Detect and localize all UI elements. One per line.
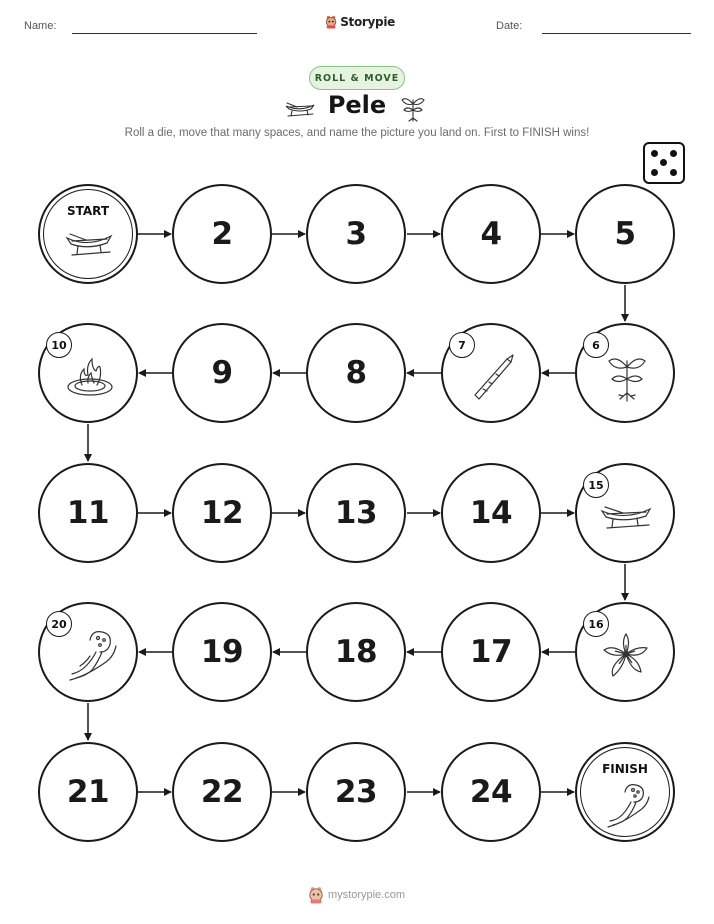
space-17[interactable]: [441, 602, 541, 702]
space-finish[interactable]: [575, 742, 675, 842]
digging-stick-icon: [469, 351, 519, 403]
game-instructions: Roll a die, move that many spaces, and name the picture you land on. First to FINISH wins!: [124, 127, 590, 139]
space-19[interactable]: [172, 602, 272, 702]
space-number: 13: [334, 495, 378, 531]
space-16[interactable]: [575, 602, 675, 702]
space-20[interactable]: [38, 602, 138, 702]
space-number: 17: [469, 634, 513, 670]
space-3[interactable]: [306, 184, 406, 284]
space-10[interactable]: [38, 323, 138, 423]
space-4[interactable]: [441, 184, 541, 284]
space-number: 21: [66, 774, 110, 810]
space-start[interactable]: [38, 184, 138, 284]
space-21[interactable]: [38, 742, 138, 842]
space-15[interactable]: [575, 463, 675, 563]
lava-flow-icon: [66, 626, 118, 684]
space-11[interactable]: [38, 463, 138, 563]
space-number: 12: [200, 495, 244, 531]
sprout-icon: [605, 349, 649, 403]
space-number-badge: 16: [583, 611, 609, 637]
space-24[interactable]: [441, 742, 541, 842]
space-18[interactable]: [306, 602, 406, 702]
space-number-badge: 15: [583, 472, 609, 498]
game-type-badge: ROLL & MOVE: [309, 66, 405, 90]
space-number: 9: [211, 355, 233, 391]
space-number: 18: [334, 634, 378, 670]
lava-flow-icon: [605, 780, 651, 830]
space-22[interactable]: [172, 742, 272, 842]
space-number: 24: [469, 774, 513, 810]
finish-label: FINISH: [602, 762, 648, 776]
space-13[interactable]: [306, 463, 406, 563]
space-5[interactable]: [575, 184, 675, 284]
canoe-icon: [64, 226, 116, 262]
space-number: 14: [469, 495, 513, 531]
footer: [308, 885, 408, 905]
space-number: 4: [480, 216, 502, 252]
space-number: 22: [200, 774, 244, 810]
game-title: Pele: [327, 91, 387, 119]
space-number-badge: 20: [46, 611, 72, 637]
space-number: 5: [614, 216, 636, 252]
space-number: 3: [345, 216, 367, 252]
space-12[interactable]: [172, 463, 272, 563]
name-label: Name:: [24, 20, 57, 32]
space-23[interactable]: [306, 742, 406, 842]
fire-pit-icon: [64, 353, 116, 399]
space-14[interactable]: [441, 463, 541, 563]
storypie-mascot-icon: [308, 886, 324, 904]
space-9[interactable]: [172, 323, 272, 423]
space-number-badge: 10: [46, 332, 72, 358]
flower-icon: [601, 632, 651, 680]
date-label: Date:: [496, 20, 523, 32]
brand-name: Storypie: [340, 15, 395, 29]
space-number: 11: [66, 495, 110, 531]
space-number-badge: 6: [583, 332, 609, 358]
space-number-badge: 7: [449, 332, 475, 358]
start-label: START: [66, 204, 110, 218]
space-number: 2: [211, 216, 233, 252]
space-number: 23: [334, 774, 378, 810]
space-6[interactable]: [575, 323, 675, 423]
canoe-icon: [599, 499, 655, 535]
space-number: 8: [345, 355, 367, 391]
space-number: 19: [200, 634, 244, 670]
space-8[interactable]: [306, 323, 406, 423]
footer-site-link[interactable]: mystorypie.com: [328, 889, 406, 901]
space-2[interactable]: [172, 184, 272, 284]
space-7[interactable]: [441, 323, 541, 423]
